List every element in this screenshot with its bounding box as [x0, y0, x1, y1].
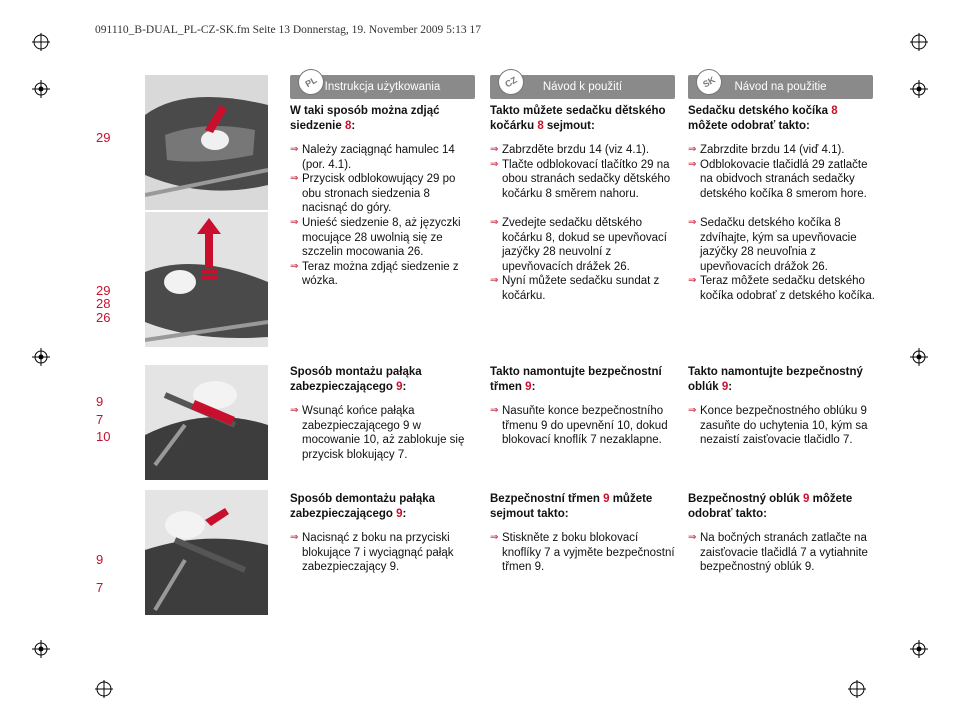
section-title — [688, 492, 878, 521]
tab-sk — [688, 75, 873, 99]
registration-mark-icon — [910, 33, 928, 51]
bar-mount-photo — [145, 365, 268, 480]
arrow-icon: ⇒ — [688, 158, 697, 170]
arrow-icon: ⇒ — [290, 173, 299, 184]
arrow-icon: ⇒ — [290, 260, 299, 272]
title-ref-number: 8 — [831, 105, 838, 117]
section-1-sk — [688, 104, 878, 201]
callout-number: 10 — [96, 429, 111, 444]
arrow-icon: ⇒ — [688, 275, 697, 286]
title-suffix: : — [351, 119, 356, 132]
instruction-step — [688, 143, 878, 158]
arrow-icon: ⇒ — [688, 144, 697, 155]
section-4-cz — [490, 492, 675, 575]
bar-removal-photo — [145, 490, 268, 615]
arrow-icon: ⇒ — [290, 532, 299, 543]
instruction-step — [490, 216, 675, 274]
step-text: Przycisk odblokowujący 29 po obu stronach siedzenia 8 nacisnąć do góry. — [302, 173, 456, 214]
arrow-icon: ⇒ — [490, 158, 499, 170]
step-text: Sedačku detského kočíka 8 zdvíhajte, kým sa upevňovacie jazýčky 28 neuvoľnia z upevňovacích drážok 26. — [700, 217, 857, 273]
step-text: Stiskněte z boku blokovací knoflíky 7 a vyjměte bezpečnostní třmen 9. — [502, 532, 675, 573]
instruction-step — [290, 143, 475, 172]
step-text: Unieść siedzenie 8, aż języczki mocujące 28 uwolnią się ze szczelin mocowania 26. — [302, 217, 461, 258]
title-ref-number: 9 — [396, 507, 403, 520]
title-suffix: : — [402, 380, 407, 393]
title-suffix: môžete odobrať takto: — [688, 493, 853, 520]
instruction-step — [688, 531, 878, 575]
section-title — [688, 104, 878, 133]
instruction-step — [688, 404, 878, 448]
title-ref-number: 9 — [525, 380, 532, 393]
callout-number: 29 — [96, 130, 111, 145]
step-text: Należy zaciągnąć hamulec 14 (por. 4.1). — [302, 144, 455, 171]
instruction-step — [490, 143, 675, 158]
title-text: Sposób montażu pałąka zabezpieczającego — [290, 366, 422, 393]
instruction-step — [290, 531, 475, 575]
step-text: Teraz można zdjąć siedzenie z wózka. — [302, 260, 459, 287]
callout-number: 7 — [96, 412, 104, 427]
section-title — [490, 365, 675, 394]
language-badge: PL — [293, 64, 329, 100]
title-ref-number: 8 — [344, 119, 352, 132]
instruction-step — [290, 216, 475, 260]
section-1-cz — [490, 104, 675, 201]
section-2-cz — [490, 216, 675, 303]
callout-number: 9 — [96, 394, 104, 409]
arrow-icon: ⇒ — [490, 275, 499, 286]
callout-number: 28 — [96, 296, 111, 311]
callout-number: 7 — [96, 580, 104, 595]
title-suffix: môžete odobrať takto: — [688, 119, 810, 132]
section-4-pl — [290, 492, 475, 575]
tab-pl — [290, 75, 475, 99]
instruction-step — [688, 216, 878, 274]
step-text: Na bočných stranách zatlačte na zaisťovacie tlačidlá 7 a vytiahnite bezpečnostný oblúk 9. — [700, 532, 868, 573]
title-text: W taki sposób można zdjąć siedzenie — [290, 105, 440, 132]
step-text: Nyní můžete sedačku sundat z kočárku. — [502, 275, 660, 302]
section-title — [290, 104, 475, 133]
registration-mark-icon — [848, 680, 866, 698]
section-3-pl — [290, 365, 475, 462]
section-title — [688, 365, 878, 394]
instruction-step — [290, 172, 475, 216]
instruction-step — [490, 274, 675, 303]
crosshair-icon — [910, 348, 928, 366]
crosshair-icon — [910, 80, 928, 98]
title-suffix: můžete sejmout takto: — [490, 493, 653, 520]
section-title — [490, 104, 675, 133]
crosshair-icon — [32, 640, 50, 658]
title-text: Bezpečnostní třmen — [490, 493, 604, 505]
language-badge: CZ — [493, 64, 529, 100]
section-2-sk — [688, 216, 878, 303]
title-ref-number: 9 — [803, 493, 810, 505]
arrow-icon: ⇒ — [490, 405, 499, 416]
section-3-sk — [688, 365, 878, 448]
print-header: 091110_B-DUAL_PL-CZ-SK.fm Seite 13 Donnerstag, 19. November 2009 5:13 17 — [95, 24, 481, 36]
tab-label: Návod k použití — [542, 81, 623, 93]
section-title — [490, 492, 675, 521]
section-1-pl — [290, 104, 475, 216]
section-title — [290, 365, 475, 394]
instruction-step — [688, 158, 878, 202]
arrow-icon: ⇒ — [490, 144, 499, 155]
step-text: Odblokovacie tlačidlá 29 zatlačte na obidvoch stranách sedačky detského kočíka 8 smerom hore. — [700, 158, 868, 200]
arrow-icon: ⇒ — [688, 405, 697, 416]
title-suffix: : — [531, 380, 536, 393]
title-ref-number: 9 — [603, 493, 610, 505]
arrow-icon: ⇒ — [490, 217, 499, 228]
title-text: Sposób demontażu pałąka zabezpieczającego — [290, 493, 436, 520]
registration-mark-icon — [95, 680, 113, 698]
title-suffix: : — [728, 380, 733, 393]
arrow-icon: ⇒ — [688, 217, 697, 228]
tab-label: Návod na použitie — [734, 81, 827, 93]
instruction-step — [290, 260, 475, 289]
instruction-step — [688, 274, 878, 303]
step-text: Zabrzdite brzdu 14 (viď 4.1). — [700, 144, 845, 156]
seat-removal-photo — [145, 75, 268, 210]
arrow-icon: ⇒ — [290, 217, 299, 228]
step-text: Zabrzděte brzdu 14 (viz 4.1). — [502, 144, 650, 156]
tab-cz — [490, 75, 675, 99]
step-text: Zvedejte sedačku dětského kočárku 8, dokud se upevňovací jazýčky 28 neuvolní z upevňovacích drážek 26. — [502, 217, 667, 273]
title-text: Bezpečnostný oblúk — [688, 493, 804, 505]
crosshair-icon — [910, 640, 928, 658]
tab-label: Instrukcja użytkowania — [324, 81, 441, 93]
title-ref-number: 9 — [396, 380, 403, 393]
callout-number: 26 — [96, 310, 111, 325]
title-suffix: : — [402, 507, 407, 520]
title-text: Takto namontujte bezpečnostný oblúk — [688, 366, 863, 393]
seat-lift-photo — [145, 212, 268, 347]
section-3-cz — [490, 365, 675, 448]
title-suffix: sejmout: — [543, 119, 595, 132]
language-badge: SK — [691, 64, 727, 100]
step-text: Wsunąć końce pałąka zabezpieczającego 9 w mocowanie 10, aż zablokuje się przycisk blokujący 7. — [302, 405, 465, 461]
title-text: Takto namontujte bezpečnostní třmen — [490, 366, 662, 393]
section-2-pl — [290, 216, 475, 289]
registration-mark-icon — [32, 33, 50, 51]
title-text: Sedačku detského kočíka — [688, 105, 832, 117]
arrow-icon: ⇒ — [290, 144, 299, 155]
step-text: Tlačte odblokovací tlačítko 29 na obou stranách sedačky dětského kočárku 8 směrem nahoru. — [502, 158, 671, 200]
step-text: Konce bezpečnostného oblúku 9 zasuňte do uchytenia 10, kým sa nezaistí zaisťovacie tlačidlo 7. — [700, 405, 868, 446]
arrow-icon: ⇒ — [688, 532, 697, 543]
instruction-step — [490, 531, 675, 575]
section-title — [290, 492, 475, 521]
title-text: Takto můžete sedačku dětského kočárku — [490, 105, 666, 132]
step-text: Nasuňte konce bezpečnostního třmenu 9 do upevnění 10, dokud blokovací knoflík 7 nezaklapne. — [502, 405, 668, 446]
section-4-sk — [688, 492, 878, 575]
step-text: Teraz môžete sedačku detského kočíka odobrať z detského kočíka. — [700, 275, 875, 302]
callout-number: 29 — [96, 283, 111, 298]
arrow-icon: ⇒ — [490, 532, 499, 543]
title-ref-number: 8 — [537, 119, 544, 132]
instruction-step — [490, 158, 675, 202]
step-text: Nacisnąć z boku na przyciski blokujące 7 i wyciągnąć pałąk zabezpieczający 9. — [302, 532, 454, 573]
crosshair-icon — [32, 80, 50, 98]
title-ref-number: 9 — [721, 380, 729, 393]
callout-number: 9 — [96, 552, 104, 567]
instruction-step — [490, 404, 675, 448]
instruction-step — [290, 404, 475, 462]
arrow-icon: ⇒ — [290, 405, 299, 416]
crosshair-icon — [32, 348, 50, 366]
